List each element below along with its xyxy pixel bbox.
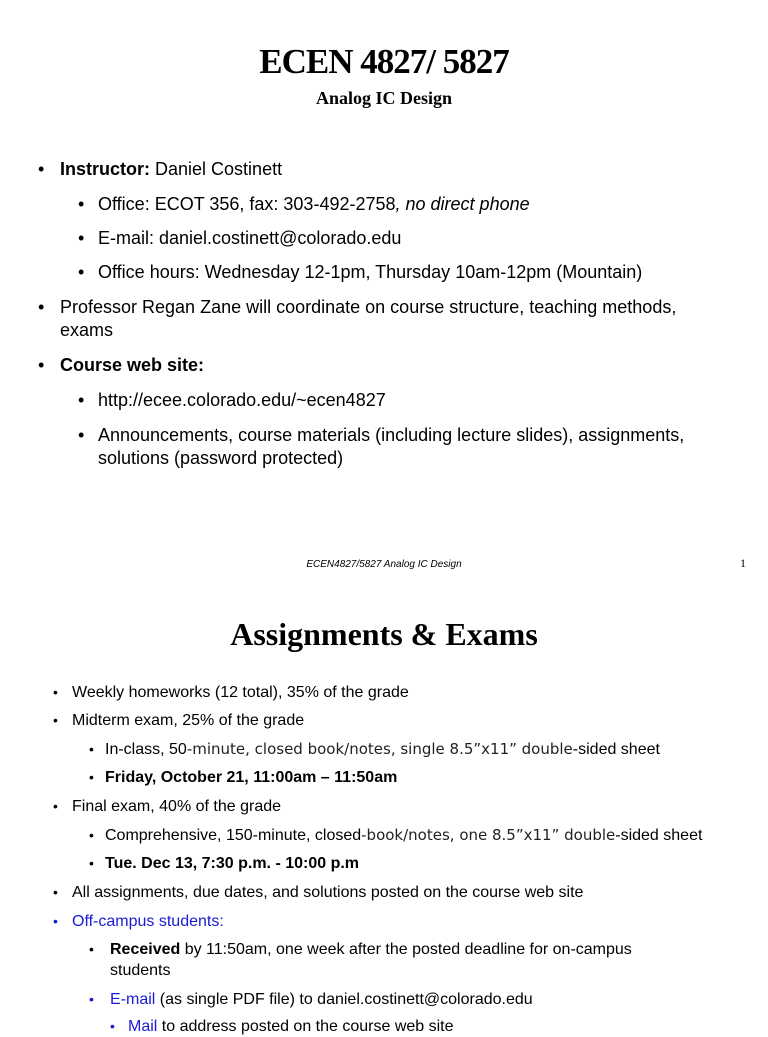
bullet-icon: • [89,855,94,871]
midterm-detail [105,739,660,760]
announce-line-2: solutions (password protected) [98,448,344,468]
instructor-label: Instructor: [60,159,150,179]
announce-line-1: Announcements, course materials (including lecture slides), assignments, [98,425,685,445]
instructor-line [60,158,282,180]
bullet-icon: • [89,991,94,1007]
final-detail-c: -sided sheet [615,827,703,844]
instructor-name: Daniel Costinett [155,159,283,179]
mail-submit-label: Mail [128,1018,158,1035]
bullet-icon: • [38,159,45,179]
bullet-icon: • [78,194,85,214]
bullet-icon: • [89,941,94,957]
bullet-icon: • [53,712,58,728]
midterm-detail-a: In-class, 50 [105,741,187,758]
assignments-line: All assignments, due dates, and solutions posted on the course web site [72,884,584,901]
received-line-2: students [110,962,171,979]
office-line [98,193,530,215]
bullet-icon: • [38,355,45,375]
final-detail-b: -book/notes, one 8.5”x11” double [361,826,616,844]
website-label: Course web site: [60,355,205,375]
slide-footer: ECEN4827/5827 Analog IC Design [306,559,462,570]
mail-submit-line [128,1016,454,1037]
page-number: 1 [740,556,746,570]
mail-submit-rest: to address posted on the course web site [157,1018,454,1035]
bullet-icon: • [110,1018,115,1034]
professor-line-2: exams [60,320,114,340]
received-line [110,939,632,960]
final-line: Final exam, 40% of the grade [72,798,282,815]
final-detail [105,825,702,846]
bullet-icon: • [53,798,58,814]
bullet-icon: • [78,390,85,410]
bullet-icon: • [53,684,58,700]
office-hours-line: Office hours: Wednesday 12-1pm, Thursday 10am-12pm (Mountain) [98,262,643,282]
email-submit-rest: (as single PDF file) to daniel.costinett@colorado.edu [155,991,533,1008]
bullet-icon: • [89,827,94,843]
midterm-detail-c: -sided sheet [572,741,660,758]
email-line: E-mail: daniel.costinett@colorado.edu [98,228,402,248]
bullet-icon: • [89,769,94,785]
bullet-icon: • [53,884,58,900]
midterm-line: Midterm exam, 25% of the grade [72,712,305,729]
slide-2 [0,582,768,1035]
received-bold: Received [110,941,181,958]
website-url[interactable]: http://ecee.colorado.edu/~ecen4827 [98,390,386,410]
received-rest: by 11:50am, one week after the posted deadline for on-campus [180,941,632,958]
bullet-icon: • [53,913,58,929]
office-text: Office: ECOT 356, fax: 303-492-2758 [98,194,396,214]
email-submit-label: E-mail [110,991,156,1008]
email-submit-line [110,989,533,1010]
midterm-detail-b: -minute, closed book/notes, single 8.5”x11” double [186,740,573,758]
slide-1-title: ECEN 4827/ 5827 [259,42,509,81]
office-no-phone: , no direct phone [395,194,530,214]
homework-line: Weekly homeworks (12 total), 35% of the grade [72,684,409,701]
bullet-icon: • [38,297,45,317]
bullet-icon: • [89,741,94,757]
offcampus-label: Off-campus students: [72,913,224,930]
bullet-icon: • [78,228,85,248]
slide-1-subtitle: Analog IC Design [315,88,453,108]
midterm-date: Friday, October 21, 11:00am – 11:50am [105,769,398,786]
slide-2-title: Assignments & Exams [230,616,538,652]
professor-line-1: Professor Regan Zane will coordinate on course structure, teaching methods, [60,297,677,317]
final-detail-a: Comprehensive, 150-minute, closed [105,827,362,844]
bullet-icon: • [78,262,85,282]
bullet-icon: • [78,425,85,445]
final-date: Tue. Dec 13, 7:30 p.m. - 10:00 p.m [105,855,360,872]
